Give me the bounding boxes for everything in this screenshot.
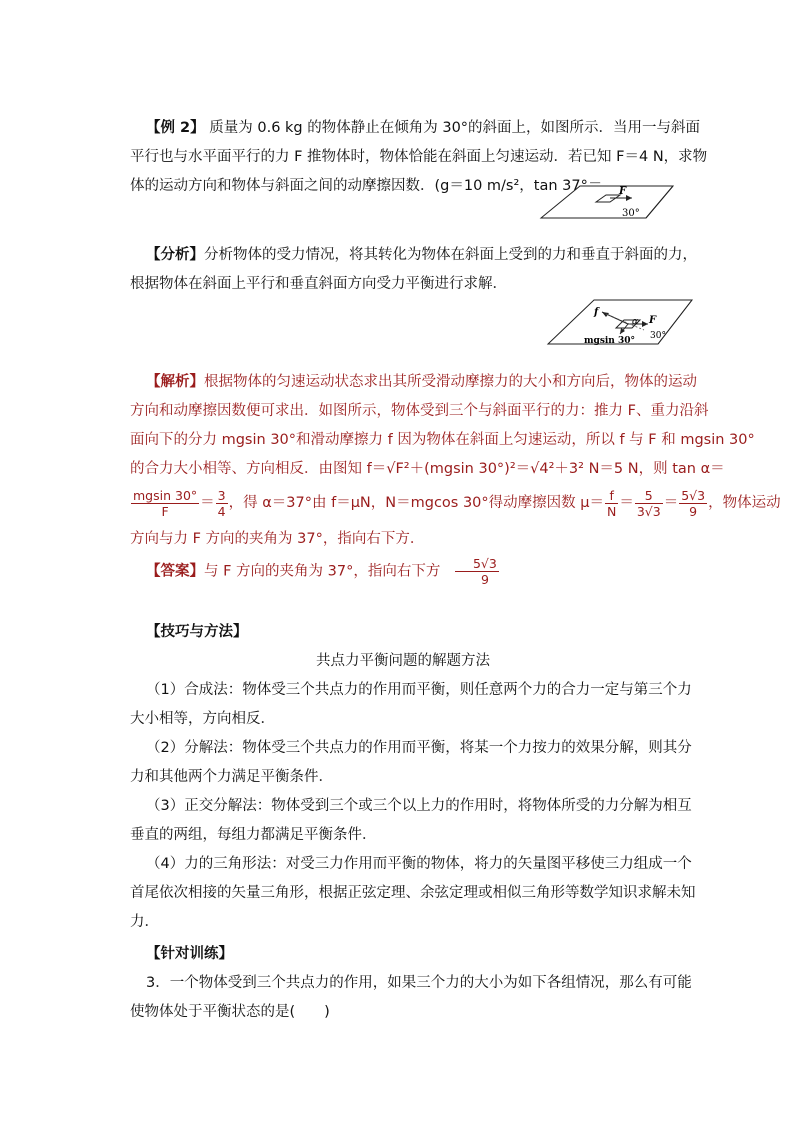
example-text-line1: 质量为 0.6 kg 的物体静止在倾角为 30°的斜面上，如图所示．当用一与斜面	[209, 120, 701, 136]
fraction-mu-2: $\frac{5√3}{9}$	[681, 487, 706, 519]
solution-label: 【解析】	[146, 374, 204, 390]
fig1-label-F: F	[619, 186, 627, 197]
arrow-head-icon	[642, 321, 648, 327]
answer-label: 【答案】	[146, 563, 204, 580]
fig2-label-angle: 30°	[650, 331, 666, 341]
solution-text-line5: $\frac{mgsin 30^\circ}{F}$ ＝ $\frac{3}{4}$ ，得 α＝37°由 f＝μN，N＝mgcos 30°得动摩擦因数 μ＝ $\frac{f}{N}$ ＝ $\frac{5}{3√3}$ ＝ $\frac{5√3}{9}$ ，物体运动	[133, 487, 781, 519]
fig2-label-mg: mgsin 30°	[584, 336, 636, 346]
example-text-line3: 体的运动方向和物体与斜面之间的动摩擦因数．(g＝10 m/s²，tan 37°＝	[130, 178, 603, 194]
fig2-label-f: f	[594, 307, 599, 318]
tips-item4-line1: （4）力的三角形法：对受三力作用而平衡的物体，将力的矢量图平移使三力组成一个	[146, 856, 692, 872]
training-label: 【针对训练】	[146, 946, 233, 962]
solution-text-line3: 面向下的分力 mgsin 30°和滑动摩擦力 f 因为物体在斜面上匀速运动，所以 f 与 F 和 mgsin 30°	[130, 432, 755, 448]
example-label: 【例 2】	[146, 120, 205, 136]
solution-text-line2: 方向和动摩擦因数便可求出．如图所示，物体受到三个与斜面平行的力：推力 F、重力沿斜	[130, 403, 709, 419]
tips-item3-line2: 垂直的两组，每组力都满足平衡条件．	[130, 827, 377, 843]
tips-section	[130, 618, 696, 937]
tips-item4-line2: 首尾依次相接的矢量三角形，根据正弦定理、余弦定理或相似三角形等数学知识求解未知	[130, 885, 696, 901]
answer-text: 与 F 方向的夹角为 37°，指向右下方	[204, 563, 441, 580]
tips-title: 共点力平衡问题的解题方法	[316, 653, 490, 669]
answer-fraction: $\frac{5√3}{9}$	[455, 556, 499, 587]
incline-figure-2	[546, 296, 696, 348]
analysis-section	[130, 241, 697, 299]
tips-item2-line1: （2）分解法：物体受三个共点力的作用而平衡，将某一个力按力的效果分解，则其分	[146, 740, 692, 756]
training-question-line1: 3．一个物体受到三个共点力的作用，如果三个力的大小为如下各组情况，那么有可能	[146, 975, 692, 991]
tips-item4-line3: 力．	[130, 914, 159, 930]
training-question-line2: 使物体处于平衡状态的是( )	[130, 1004, 330, 1020]
analysis-label: 【分析】	[146, 247, 204, 263]
analysis-text-line1: 分析物体的受力情况，将其转化为物体在斜面上受到的力和垂直于斜面的力，	[204, 247, 697, 263]
fig2-label-alpha: α	[632, 317, 639, 327]
tips-label: 【技巧与方法】	[146, 624, 248, 640]
fraction-tan: $\frac{mgsin 30^\circ}{F}$	[133, 487, 198, 519]
solution-text-line1: 根据物体的匀速运动状态求出其所受滑动摩擦力的大小和方向后，物体的运动	[204, 374, 697, 390]
incline-figure-1	[538, 180, 678, 222]
fig2-label-F: F	[649, 315, 657, 326]
tips-item2-line2: 力和其他两个力满足平衡条件．	[130, 769, 333, 785]
answer-section	[130, 556, 676, 587]
fraction-f-over-n: $\frac{f}{N}$	[606, 487, 617, 519]
tips-item1-line2: 大小相等，方向相反．	[130, 711, 275, 727]
tips-item3-line1: （3）正交分解法：物体受到三个或三个以上力的作用时，将物体所受的力分解为相互	[146, 798, 692, 814]
fig1-label-angle: 30°	[622, 208, 640, 219]
fraction-mu-1: $\frac{5}{3√3}$	[636, 487, 661, 519]
arrow-head-icon	[626, 195, 632, 201]
solution-text-line4: 的合力大小相等、方向相反．由图知 f＝√F²＋(mgsin 30°)²＝√4²＋3² N＝5 N，则 tan α＝	[130, 461, 725, 477]
tips-item1-line1: （1）合成法：物体受三个共点力的作用而平衡，则任意两个力的合力一定与第三个力	[146, 682, 692, 698]
training-section	[130, 940, 692, 1027]
example-text-line2: 平行也与水平面平行的力 F 推物体时，物体恰能在斜面上匀速运动．若已知 F＝4 N，求物	[130, 149, 708, 165]
fraction-three-quarters: $\frac{3}{4}$	[217, 487, 226, 519]
solution-section	[130, 368, 781, 554]
solution-text-line6: 方向与力 F 方向的夹角为 37°，指向右下方．	[130, 531, 425, 547]
analysis-text-line2: 根据物体在斜面上平行和垂直斜面方向受力平衡进行求解．	[130, 276, 507, 292]
